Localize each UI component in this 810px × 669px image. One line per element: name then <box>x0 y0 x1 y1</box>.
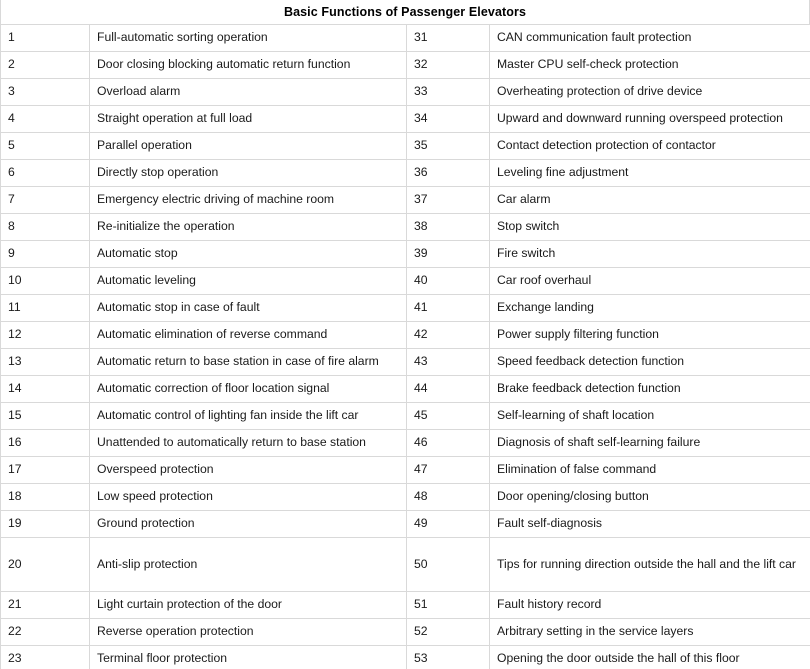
row-number-right: 39 <box>407 241 490 268</box>
function-name-right <box>490 79 810 106</box>
function-name-right <box>490 187 810 214</box>
row-number-left: 17 <box>1 457 90 484</box>
row-number-left: 2 <box>1 52 90 79</box>
function-name-left: Automatic leveling <box>90 268 407 295</box>
page-title: Basic Functions of Passenger Elevators <box>0 0 810 24</box>
table-row <box>1 160 810 187</box>
function-name-left: Full-automatic sorting operation <box>90 25 407 52</box>
row-number-right: 41 <box>407 295 490 322</box>
function-name-right-text: Door opening/closing button <box>497 489 649 504</box>
table-row <box>1 511 810 538</box>
table-row <box>1 241 810 268</box>
row-number-right: 42 <box>407 322 490 349</box>
row-number-left: 4 <box>1 106 90 133</box>
function-name-right <box>490 457 810 484</box>
function-name-right <box>490 403 810 430</box>
row-number-left: 8 <box>1 214 90 241</box>
row-number-left: 16 <box>1 430 90 457</box>
row-number-left: 6 <box>1 160 90 187</box>
row-number-right: 35 <box>407 133 490 160</box>
row-number-left: 9 <box>1 241 90 268</box>
function-name-right-text: Tips for running direction outside the hall and the lift car <box>497 556 796 571</box>
row-number-left: 18 <box>1 484 90 511</box>
function-name-right-text: Elimination of false command <box>497 462 657 477</box>
table-row <box>1 484 810 511</box>
row-number-left: 3 <box>1 79 90 106</box>
function-name-left: Automatic return to base station in case of fire alarm <box>90 349 407 376</box>
function-name-left: Re-initialize the operation <box>90 214 407 241</box>
table-row <box>1 538 810 592</box>
table-row <box>1 79 810 106</box>
row-number-right: 36 <box>407 160 490 187</box>
function-name-right-text: Fire switch <box>497 246 556 261</box>
functions-table-body <box>1 25 810 669</box>
row-number-left: 19 <box>1 511 90 538</box>
row-number-right: 48 <box>407 484 490 511</box>
function-name-right-text: Car alarm <box>497 192 551 207</box>
row-number-right: 40 <box>407 268 490 295</box>
row-number-left: 10 <box>1 268 90 295</box>
table-row <box>1 403 810 430</box>
table-row <box>1 52 810 79</box>
function-name-right <box>490 511 810 538</box>
function-name-left: Ground protection <box>90 511 407 538</box>
function-name-right-text: Stop switch <box>497 219 560 234</box>
function-name-right-text: Arbitrary setting in the service layers <box>497 624 694 639</box>
row-number-right: 52 <box>407 619 490 646</box>
function-name-left: Overload alarm <box>90 79 407 106</box>
function-name-right <box>490 295 810 322</box>
function-name-right <box>490 133 810 160</box>
function-name-right-text: Leveling fine adjustment <box>497 165 629 180</box>
table-row <box>1 430 810 457</box>
row-number-right: 43 <box>407 349 490 376</box>
function-name-right <box>490 214 810 241</box>
function-name-right-text: Brake feedback detection function <box>497 381 681 396</box>
function-name-left: Unattended to automatically return to base station <box>90 430 407 457</box>
function-name-left: Door closing blocking automatic return function <box>90 52 407 79</box>
function-name-right-text: Power supply filtering function <box>497 327 659 342</box>
function-name-left: Overspeed protection <box>90 457 407 484</box>
row-number-left: 11 <box>1 295 90 322</box>
row-number-left: 12 <box>1 322 90 349</box>
row-number-right: 49 <box>407 511 490 538</box>
row-number-right: 31 <box>407 25 490 52</box>
table-row <box>1 646 810 669</box>
function-name-right-text: Opening the door outside the hall of this floor <box>497 651 740 666</box>
table-row <box>1 25 810 52</box>
table-row <box>1 295 810 322</box>
row-number-right: 45 <box>407 403 490 430</box>
row-number-right: 32 <box>407 52 490 79</box>
row-number-left: 13 <box>1 349 90 376</box>
row-number-left: 20 <box>1 538 90 592</box>
function-name-right <box>490 52 810 79</box>
function-name-left: Automatic stop in case of fault <box>90 295 407 322</box>
function-name-right-text: Car roof overhaul <box>497 273 592 288</box>
table-row <box>1 268 810 295</box>
row-number-right: 44 <box>407 376 490 403</box>
function-name-right-text: Contact detection protection of contactor <box>497 138 716 153</box>
function-name-right <box>490 160 810 187</box>
function-name-right <box>490 619 810 646</box>
function-name-right-text: CAN communication fault protection <box>497 30 692 45</box>
function-name-right <box>490 349 810 376</box>
function-name-left: Anti-slip protection <box>90 538 407 592</box>
function-name-right <box>490 376 810 403</box>
function-name-left: Reverse operation protection <box>90 619 407 646</box>
row-number-left: 7 <box>1 187 90 214</box>
table-row <box>1 592 810 619</box>
function-name-right-text: Exchange landing <box>497 300 594 315</box>
table-row <box>1 106 810 133</box>
row-number-right: 38 <box>407 214 490 241</box>
table-row <box>1 322 810 349</box>
function-name-left: Light curtain protection of the door <box>90 592 407 619</box>
row-number-right: 46 <box>407 430 490 457</box>
row-number-left: 14 <box>1 376 90 403</box>
row-number-left: 5 <box>1 133 90 160</box>
functions-table <box>0 24 810 669</box>
function-name-left: Straight operation at full load <box>90 106 407 133</box>
row-number-left: 22 <box>1 619 90 646</box>
function-name-right <box>490 592 810 619</box>
function-name-right-text: Master CPU self-check protection <box>497 57 679 72</box>
row-number-right: 33 <box>407 79 490 106</box>
row-number-left: 21 <box>1 592 90 619</box>
function-name-right-text: Speed feedback detection function <box>497 354 685 369</box>
function-name-right-text: Overheating protection of drive device <box>497 84 703 99</box>
row-number-right: 53 <box>407 646 490 669</box>
function-name-right-text: Fault self-diagnosis <box>497 516 602 531</box>
row-number-right: 51 <box>407 592 490 619</box>
function-name-left: Automatic elimination of reverse command <box>90 322 407 349</box>
function-name-right <box>490 322 810 349</box>
function-name-left: Automatic stop <box>90 241 407 268</box>
function-name-right <box>490 268 810 295</box>
table-row <box>1 214 810 241</box>
function-name-right-text: Upward and downward running overspeed protection <box>497 111 783 126</box>
function-name-left: Emergency electric driving of machine room <box>90 187 407 214</box>
row-number-left: 23 <box>1 646 90 669</box>
row-number-right: 37 <box>407 187 490 214</box>
table-row <box>1 349 810 376</box>
function-name-left: Terminal floor protection <box>90 646 407 669</box>
function-name-right-text: Fault history record <box>497 597 602 612</box>
function-name-right <box>490 538 810 592</box>
function-name-left: Automatic correction of floor location signal <box>90 376 407 403</box>
table-row <box>1 133 810 160</box>
table-row <box>1 187 810 214</box>
row-number-left: 15 <box>1 403 90 430</box>
function-name-right-text: Diagnosis of shaft self-learning failure <box>497 435 701 450</box>
function-name-right <box>490 106 810 133</box>
function-name-left: Low speed protection <box>90 484 407 511</box>
function-name-right-text: Self-learning of shaft location <box>497 408 655 423</box>
function-name-left: Parallel operation <box>90 133 407 160</box>
row-number-right: 50 <box>407 538 490 592</box>
row-number-right: 47 <box>407 457 490 484</box>
table-row <box>1 376 810 403</box>
function-name-right <box>490 646 810 669</box>
function-name-right <box>490 241 810 268</box>
table-row <box>1 619 810 646</box>
function-name-left: Automatic control of lighting fan inside the lift car <box>90 403 407 430</box>
function-name-right <box>490 25 810 52</box>
function-name-right <box>490 484 810 511</box>
table-row <box>1 457 810 484</box>
function-name-left: Directly stop operation <box>90 160 407 187</box>
row-number-right: 34 <box>407 106 490 133</box>
row-number-left: 1 <box>1 25 90 52</box>
function-name-right <box>490 430 810 457</box>
